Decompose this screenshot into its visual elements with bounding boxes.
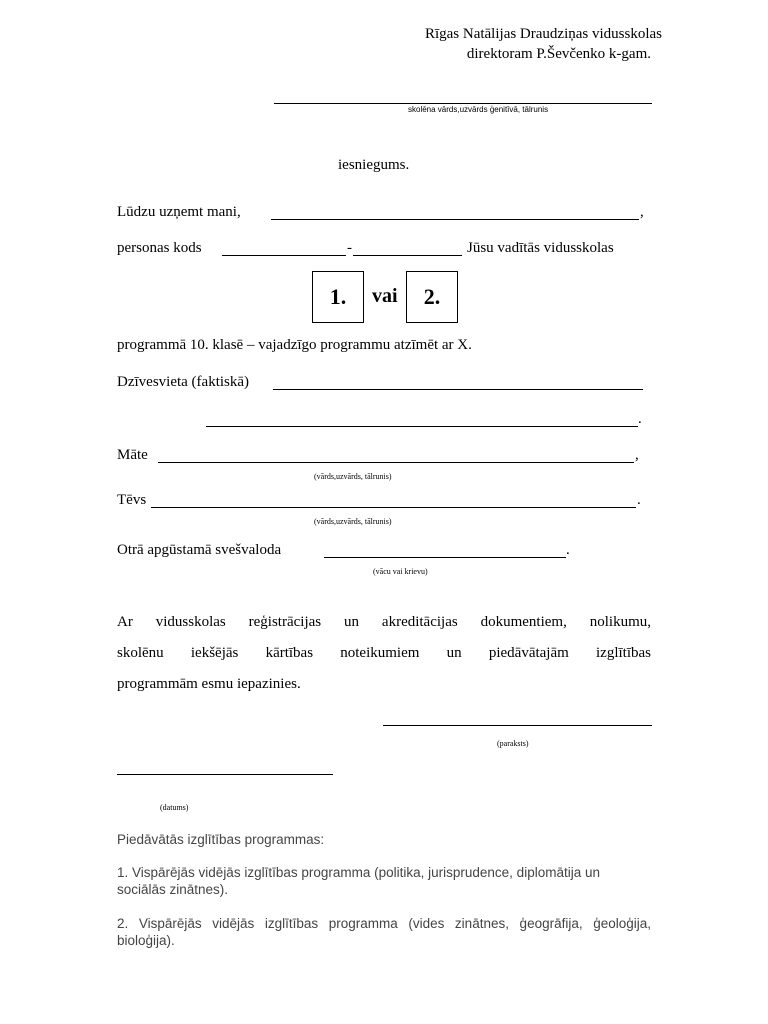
father-caption: (vārds,uzvārds, tālrunis) (314, 517, 392, 526)
program-2-line-1: 2. Vispārējās vidējās izglītības programma (vides zinātnes, ģeogrāfija, ģeoloģija, (117, 916, 651, 931)
statement-line-3: programmām esmu iepazinies. (117, 676, 301, 692)
residence-line-2[interactable] (206, 426, 638, 427)
mother-line[interactable] (158, 462, 634, 463)
program-option-1-label: 1. (329, 284, 347, 309)
program-1-line-1: 1. Vispārējās vidējās izglītības programma (politika, jurisprudence, diplomātija un (117, 865, 600, 880)
request-label: Lūdzu uzņemt mani, (117, 204, 241, 220)
statement-line-2: skolēnu iekšējās kārtības noteikumiem un piedāvātajām izglītības (117, 645, 651, 661)
signature-caption: (paraksts) (497, 739, 529, 748)
date-line[interactable] (117, 774, 333, 775)
language-line[interactable] (324, 557, 566, 558)
mother-caption: (vārds,uzvārds, tālrunis) (314, 472, 392, 481)
signature-line[interactable] (383, 725, 652, 726)
program-2-line-2: bioloģija). (117, 933, 175, 948)
student-name-line[interactable] (274, 103, 652, 104)
language-period: . (566, 542, 570, 558)
school-text: Jūsu vadītās vidusskolas (467, 240, 614, 256)
personal-code-dash: - (347, 240, 352, 256)
mother-label: Māte (117, 447, 148, 463)
language-label: Otrā apgūstamā svešvaloda (117, 542, 282, 558)
mother-comma: , (635, 447, 639, 463)
father-label: Tēvs (117, 492, 147, 508)
language-caption: (vācu vai krievu) (373, 567, 428, 576)
programs-heading: Piedāvātās izglītības programmas: (117, 832, 325, 847)
father-period: . (637, 492, 641, 508)
date-caption: (datums) (160, 803, 189, 812)
request-name-line[interactable] (271, 219, 639, 220)
program-option-2-box[interactable] (406, 271, 458, 323)
or-label: vai (372, 285, 398, 307)
document-title: iesniegums. (338, 157, 410, 173)
program-instruction: programmā 10. klasē – vajadzīgo programmu atzīmēt ar X. (117, 337, 472, 353)
student-caption: skolēna vārds,uzvārds ģenitīvā, tālrunis (408, 105, 549, 114)
residence-label: Dzīvesvieta (faktiskā) (117, 374, 250, 390)
program-option-1-box[interactable] (312, 271, 364, 323)
program-option-2-label: 2. (423, 284, 441, 309)
recipient-line-2: direktoram P.Ševčenko k-gam. (466, 46, 651, 62)
residence-line-1[interactable] (273, 389, 643, 390)
father-line[interactable] (151, 507, 636, 508)
personal-code-line-2[interactable] (353, 255, 462, 256)
request-comma: , (640, 204, 644, 220)
residence-period: . (638, 411, 642, 427)
program-1-line-2: sociālās zinātnes). (117, 882, 229, 897)
recipient-line-1: Rīgas Natālijas Draudziņas vidusskolas (424, 26, 662, 42)
statement-line-1: Ar vidusskolas reģistrācijas un akreditācijas dokumentiem, nolikumu, (117, 614, 651, 630)
personal-code-line-1[interactable] (222, 255, 346, 256)
personal-code-label: personas kods (117, 240, 202, 256)
